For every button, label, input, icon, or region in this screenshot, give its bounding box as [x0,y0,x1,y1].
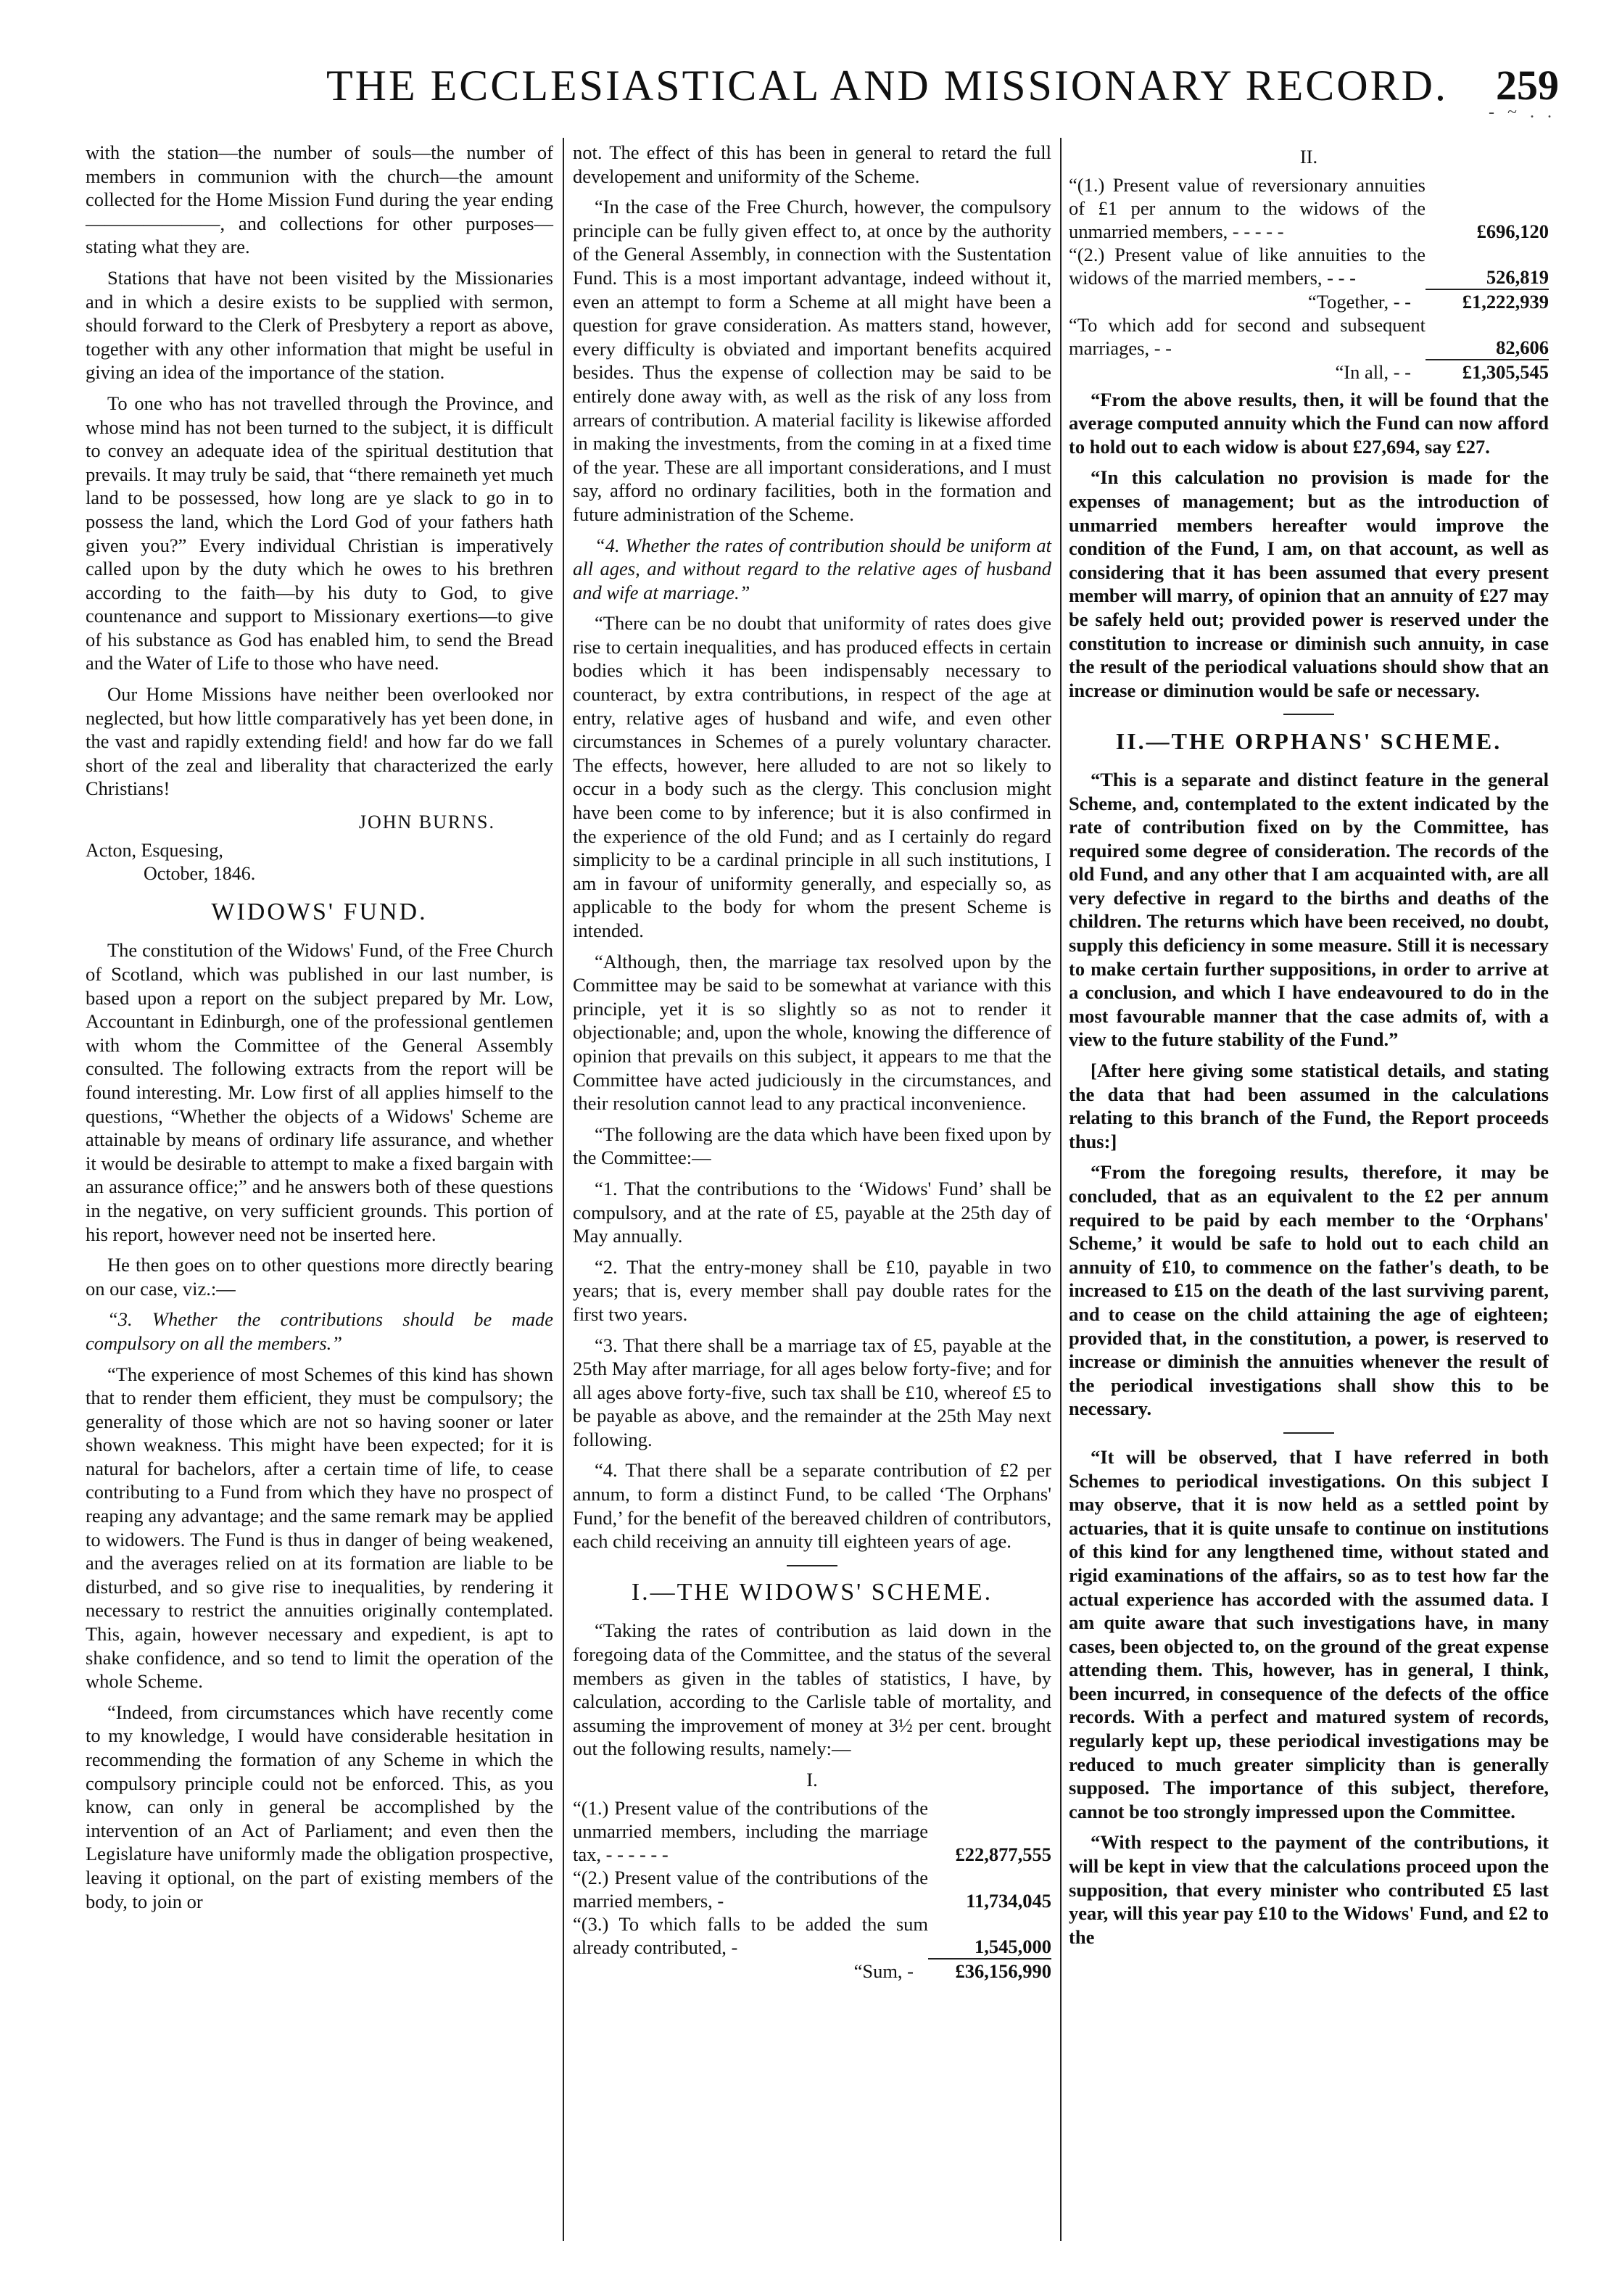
paragraph: Our Home Missions have neither been overlooked nor neglected, but how little comparatively has yet been done, in the vast and rapidly extending field! and how far do we fall short of the zeal and liberality that characterized the early Christians! [86,683,553,800]
row-value: £36,156,990 [928,1959,1051,1983]
row-label: “Sum, - [853,1960,914,1982]
row-value: £22,877,555 [955,1843,1051,1865]
column-left [86,141,553,1920]
paragraph: “This is a separate and distinct feature in the general Scheme, and, contemplated to the extent indicated by the rate of contribution fixed on by the Committee, has required some degree of consideration. The records of the old Fund, and any other that I am acquainted with, are all very defective in regard to the births and deaths of the children. The returns which have been received, no doubt, supply this deficiency in some measure. Still it is necessary to make certain further suppositions, in order to arrive at a conclusion, and which I have endeavoured to do in the most favourable manner that the case admits of, with a view to the future stability of the Fund.” [1069,768,1549,1051]
table-row [573,1796,1051,1866]
dateline [86,839,553,886]
row-value: £1,305,545 [1426,360,1549,384]
paragraph: [After here giving some statistical details, and stating the data that had been assumed in the calculations relating to this branch of the Fund, the Report proceeds thus:] [1069,1060,1549,1152]
paragraph: “1. That the contributions to the ‘Widows' Fund’ shall be compulsory, and at the rate of £5, payable at the 25th day of May annually. [573,1177,1051,1247]
table-number: II. [1299,146,1318,168]
question-heading: “4. Whether the rates of contribution should be uniform at all ages, and without regard to the relative ages of husband and wife at marriage.” [573,534,1051,603]
paragraph: “In this calculation no provision is made for the expenses of management; but as the introduction of unmarried members hereafter would improve the condition of the Fund, I am, on that account, as well as considering that it has been assumed that every present member will marry, of opinion that an annuity of £27 may be safely held out; provided power is reserved under the constitution to increase or diminish such annuity, in case the result of the periodical valuations should show that an increase or diminution would be safe or necessary. [1069,466,1549,701]
row-value: 11,734,045 [966,1889,1051,1912]
paragraph: To one who has not travelled through the Province, and whose mind has not been turned to the subject, it is difficult to convey an adequate idea of the spiritual destitution that prevails. It may truly be said, that “there remaineth yet much land to be possessed, how long are ye slack to go in to possess the land, which the Lord God of your fathers hath given you?” Every individual Christian is imperatively called upon by the duty which he owes to his brethren according to the faith—by his duty to God, to give countenance and support to Missionary exertions—to give of his substance as God has enabled him, to send the Bread and the Water of Life to those who have need. [86,392,553,674]
section-heading: II.—THE ORPHANS' SCHEME. [1115,728,1502,755]
running-title: THE ECCLESIASTICAL AND MISSIONARY RECORD. [326,62,1448,110]
paragraph: “From the foregoing results, therefore, it may be concluded, that as an equivalent to the £2 per annum required to be paid by each member to the ‘Orphans' Scheme,’ it would be safe to hold out to each child an annuity of £10, to commence on the father's death, to be increased to £15 on the death of the last surviving parent, and to cease on the child attaining the age of eighteen; provided that, in the constitution, a power, is reserved to increase or diminish the annuities whenever the result of the periodical investigations shall show this to be necessary. [1069,1161,1549,1420]
row-value: 82,606 [1496,336,1549,358]
paragraph: “4. That there shall be a separate contribution of £2 per annum, to form a distinct Fund, to be called ‘The Orphans' Fund,’ for the benefit of the bereaved children of contributors, each child receiving an annuity till eighteen years of age. [573,1459,1051,1553]
paragraph: “In the case of the Free Church, however, the compulsory principle can be fully given effect to, at once by the authority of the General Assembly, in connection with the Sustentation Fund. This is a most important advantage, indeed without it, even an attempt to form a Scheme at all might have been a question for grave consideration. As matters stand, however, every difficulty is obviated and important benefits acquired besides. Thus the expense of collection may be said to be entirely done away with, as well as the risk of any loss from arrears of contribution. A material facility is likewise afforded in making the investments, from the coming in at a fixed time of the year. These are all important considerations, and I must say, afford no ordinary facilities, both in the formation and future administration of the Scheme. [573,196,1051,525]
results-table [573,1796,1051,1983]
paragraph: “The following are the data which have been fixed upon by the Committee:— [573,1123,1051,1169]
dateline-place: Acton, Esquesing, [86,839,223,861]
page-number: 259 [1496,62,1559,109]
table-row [1069,289,1549,313]
column-right [1069,141,1549,1956]
table-number: I. [806,1769,818,1791]
table-row [573,1959,1051,1983]
row-value: £1,222,939 [1426,289,1549,313]
column-rule-right [1060,138,1062,2241]
row-label: “Together, - - [1307,290,1411,313]
row-value: 1,545,000 [975,1935,1051,1957]
paragraph: “With respect to the payment of the contributions, it will be kept in view that the calculations proceed upon the supposition, that every minister who contributed £5 last year, will this year pay £10 to the Widows' Fund, and £2 to the [1069,1831,1549,1948]
row-value: 526,819 [1486,265,1549,288]
header-marks: - ~ . . [1489,103,1556,122]
table-row [1069,243,1549,289]
dateline-date: October, 1846. [144,863,256,885]
table-row [573,1912,1051,1959]
paragraph: “There can be no doubt that uniformity of rates does give rise to certain inequalities, and has produced effects in certain bodies which it has been indispensably necessary to counteract, by extra contributions, in respect of the age at entry, relative ages of husband and wife, and even other circumstances in Schemes of a purely voluntary character. The effects, however, here alluded to are not so likely to occur in a body such as the clergy. This conclusion might have been come to by inference; but it is also confirmed in the experience of the old Fund; and as I certainly do regard simplicity to be a cardinal principle in all such institutions, I am in favour of uniformity generally, and especially so, as applicable to the body for whom the present Scheme is intended. [573,612,1051,941]
paragraph: with the station—the number of souls—the number of members in communion with the church—the amount collected for the Home Mission Fund during the year ending ———————, and collections for other purposes—stating what they are. [86,141,553,258]
signature: JOHN BURNS. [358,812,495,833]
column-middle [573,141,1051,1987]
divider [1283,714,1334,715]
divider [1283,1432,1334,1434]
table-row [1069,173,1549,243]
divider [787,1565,837,1566]
paragraph: Stations that have not been visited by the Missionaries and in which a desire exists to be supplied with sermon, should forward to the Clerk of Presbytery a report as above, together with any other information that might be useful in giving an idea of the importance of the station. [86,266,553,384]
section-heading: WIDOWS' FUND. [211,898,428,925]
paragraph: He then goes on to other questions more directly bearing on our case, viz.:— [86,1254,553,1300]
paragraph: “The experience of most Schemes of this kind has shown that to render them efficient, they must be compulsory; the generality of those which are not so having sooner or later shown weakness. This might have been expected; for it is natural for bachelors, after a certain time of life, to cease contributing to a Fund from which they have no prospect of reaping any advantage; and the same remark may be applied to widowers. The Fund is thus in danger of being weakened, and the averages relied on at its formation are liable to be disturbed, and so give rise to inequalities, by rendering it necessary to restrict the annuities originally contemplated. This, again, however necessary and expedient, is apt to shake confidence, and so tend to limit the operation of the whole Scheme. [86,1363,553,1693]
paragraph: The constitution of the Widows' Fund, of the Free Church of Scotland, which was published in our last number, is based upon a report on the subject prepared by Mr. Low, Accountant in Edinburgh, one of the professional gentlemen with whom the Committee of the General Assembly consulted. The following extracts from the report will be found interesting. Mr. Low first of all applies himself to the questions, “Whether the objects of a Widows' Scheme are attainable by means of ordinary life assurance, and whether it would be desirable to attempt to make a fixed bargain with an assurance office;” and he answers both of these questions in the negative, on very sufficient grounds. This portion of his report, however need not be inserted here. [86,939,553,1245]
table-row [1069,360,1549,384]
row-label: “(3.) To which falls to be added the sum already contributed, - [573,1912,928,1958]
question-heading: “3. Whether the contributions should be made compulsory on all the members.” [86,1308,553,1354]
paragraph: “It will be observed, that I have referred in both Schemes to periodical investigations. On this subject I may observe, that it is now held as a settled point by actuaries, that it is quite unsafe to continue on institutions of this kind for any lengthened time, without stated and rigid examinations of the affairs, so as to test how far the actual experience has accorded with the assumed data. I am quite aware that such investigations have, in many cases, been objected to, on the ground of the great expense attending them. This, however, has in general, I think, been incurred, in consequence of the defects of the office records. With a perfect and matured system of records, regularly kept up, these periodical investigations may be reduced to much greater simplicity than is generally supposed. The importance of this subject, therefore, cannot be too strongly impressed upon the Committee. [1069,1445,1549,1822]
paragraph: “3. That there shall be a marriage tax of £5, payable at the 25th May after marriage, for all ages below forty-five; and for all ages above forty-five, such tax shall be £10, whereof £5 to be payable as above, and the remainder at the 25th May next following. [573,1334,1051,1450]
row-label: “(2.) Present value of like annuities to the widows of the married members, - - - [1069,243,1426,289]
row-value: £696,120 [1476,220,1549,242]
paragraph: “Indeed, from circumstances which have recently come to my knowledge, I would have considerable hesitation in recommending the formation of any Scheme in which the compulsory principle could not be enforced. This, as you know, can only in general be accomplished by the intervention of an Act of Parliament; and even then the Legislature have uniformly made the obligation prospective, leaving it optional, on the part of existing members of the body, to join or [86,1701,553,1912]
paragraph: “Taking the rates of contribution as laid down in the foregoing data of the Committee, and the status of the several members as given in the tables of statistics, I have, by calculation, according to the Carlisle table of mortality, and assuming the improvement of money at 3½ per cent. brought out the following results, namely:— [573,1619,1051,1760]
paragraph: “Although, then, the marriage tax resolved upon by the Committee may be said to be somewhat at variance with this principle, yet it is so slightly so as not to render it objectionable; and, upon the whole, knowing the difference of opinion that prevails on this subject, it appears to me that the Committee have acted judiciously in the circumstances, and their resolution cannot lead to any practical inconvenience. [573,950,1051,1115]
table-row [573,1866,1051,1912]
column-rule-left [563,138,564,2241]
section-heading: I.—THE WIDOWS' SCHEME. [631,1578,993,1606]
page-header [44,58,1559,123]
row-label: “(1.) Present value of the contributions of the unmarried members, including the marriage tax, - - - - - - [573,1796,928,1865]
row-label: “(2.) Present value of the contributions of the married members, - [573,1866,928,1912]
row-label: “To which add for second and subsequent marriages, - - [1069,313,1426,359]
paragraph: not. The effect of this has been in general to retard the full developement and uniformity of the Scheme. [573,141,1051,187]
paragraph: “From the above results, then, it will be found that the average computed annuity which the Fund can now afford to hold out to each widow is about £27,694, say £27. [1069,388,1549,458]
paragraph: “2. That the entry-money shall be £10, payable in two years; that is, every member shall pay double rates for the first two years. [573,1255,1051,1325]
row-label: “In all, - - [1335,360,1411,383]
row-label: “(1.) Present value of reversionary annuities of £1 per annum to the widows of the unmarried members, - - - - - [1069,173,1426,242]
table-row [1069,313,1549,360]
annuity-table [1069,173,1549,384]
